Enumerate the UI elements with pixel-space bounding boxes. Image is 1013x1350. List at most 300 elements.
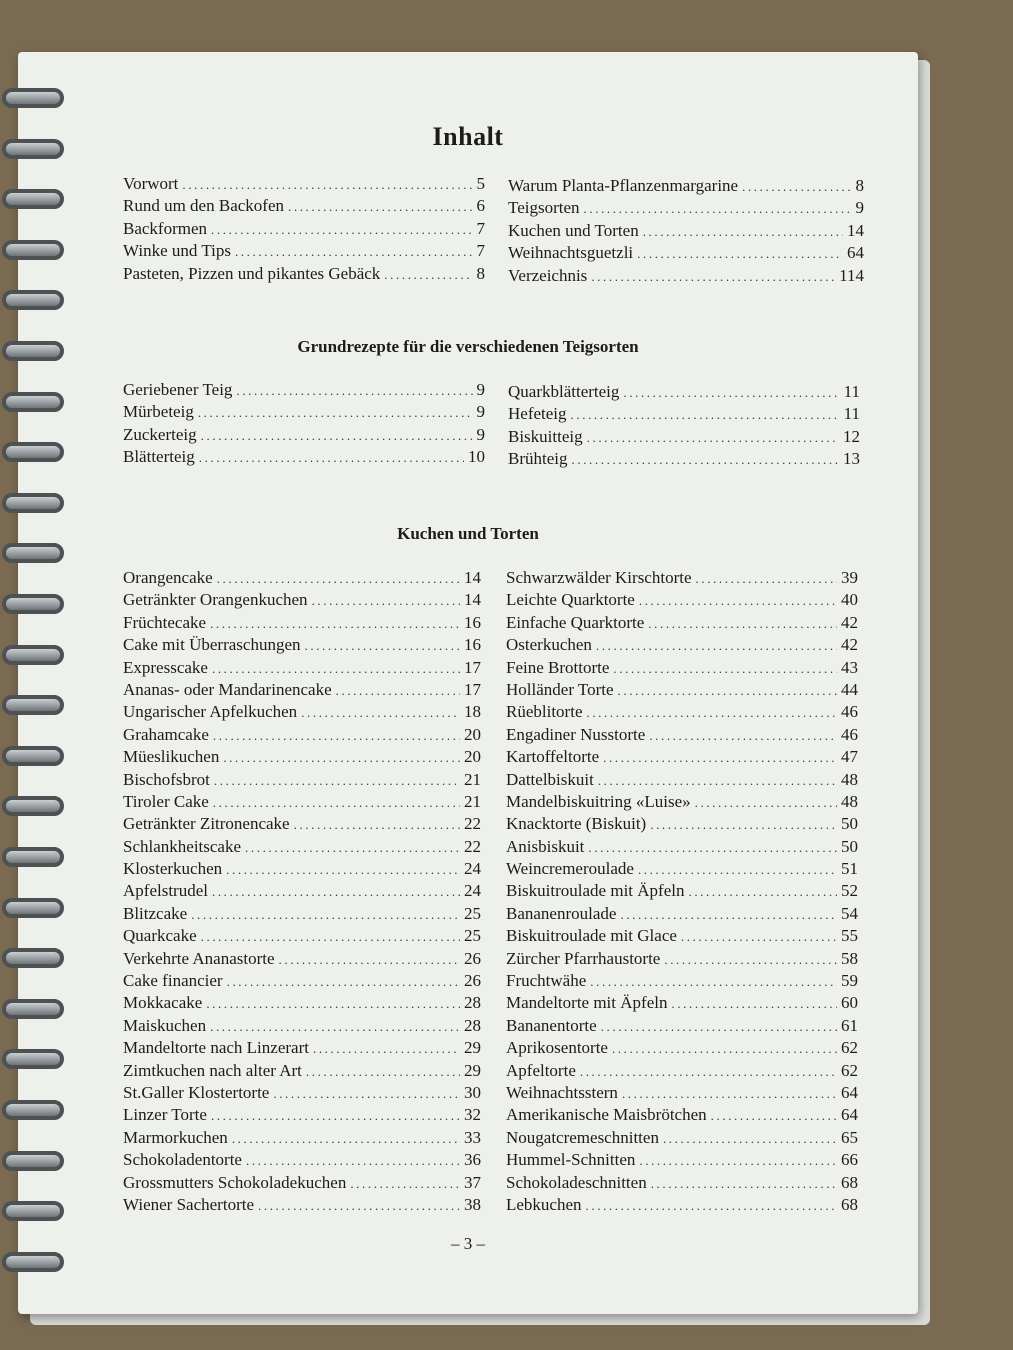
spiral-coil xyxy=(2,1151,64,1171)
toc-entry xyxy=(123,1061,481,1083)
toc-entry xyxy=(123,1083,481,1105)
dot-leader xyxy=(217,571,460,587)
toc-entry-page: 48 xyxy=(841,791,858,811)
toc-entry-page: 29 xyxy=(464,1060,481,1080)
kuchen-heading: Kuchen und Torten xyxy=(397,524,539,543)
toc-entry-label: Biskuitroulade mit Äpfeln xyxy=(506,881,685,901)
toc-entry-label: Apfeltorte xyxy=(506,1060,576,1080)
dot-leader xyxy=(572,452,840,468)
toc-entry-page: 6 xyxy=(476,196,485,216)
toc-entry xyxy=(123,770,481,792)
dot-leader xyxy=(201,929,460,945)
spiral-coil xyxy=(2,796,64,816)
spiral-coil xyxy=(2,695,64,715)
toc-entry-page: 17 xyxy=(464,657,481,677)
toc-entry xyxy=(123,1128,481,1150)
toc-entry-page: 44 xyxy=(841,679,858,699)
toc-entry-label: Schlankheitscake xyxy=(123,836,242,856)
toc-entry-label: St.Galler Klostertorte xyxy=(123,1082,270,1102)
toc-entry-label: Nougatcremeschnitten xyxy=(506,1127,659,1147)
spiral-coil xyxy=(2,1049,64,1069)
toc-entry-page: 37 xyxy=(464,1172,481,1192)
toc-entry-label: Grahamcake xyxy=(123,724,209,744)
dot-leader xyxy=(588,840,837,856)
dot-leader xyxy=(637,246,843,262)
toc-entry-page: 40 xyxy=(841,590,858,610)
page-title: Inhalt xyxy=(432,122,504,151)
toc-entry xyxy=(123,658,481,680)
toc-entry-label: Cake mit Überraschungen xyxy=(123,635,301,655)
dot-leader xyxy=(336,683,460,699)
toc-entry xyxy=(506,770,858,792)
dot-leader xyxy=(696,571,837,587)
toc-entry xyxy=(506,949,858,971)
dot-leader xyxy=(306,1064,460,1080)
dot-leader xyxy=(623,385,839,401)
toc-entry-page: 54 xyxy=(841,903,858,923)
toc-entry xyxy=(506,680,858,702)
dot-leader xyxy=(236,383,472,399)
dot-leader xyxy=(191,907,460,923)
toc-entry-page: 42 xyxy=(841,612,858,632)
toc-entry-page: 36 xyxy=(464,1150,481,1170)
toc-entry xyxy=(506,1150,858,1172)
toc-entry-label: Einfache Quarktorte xyxy=(506,612,645,632)
toc-entry xyxy=(506,904,858,926)
toc-entry xyxy=(123,380,485,402)
toc-entry-label: Schwarzwälder Kirschtorte xyxy=(506,568,692,587)
toc-entry-page: 8 xyxy=(855,176,864,195)
toc-entry-page: 22 xyxy=(464,836,481,856)
toc-entry-label: Weihnachtsstern xyxy=(506,1082,618,1102)
toc-entry xyxy=(123,425,485,447)
spiral-binding xyxy=(0,80,72,1300)
toc-entry-label: Osterkuchen xyxy=(506,635,592,655)
toc-entry-label: Orangencake xyxy=(123,568,213,587)
toc-entry-page: 18 xyxy=(464,702,481,722)
toc-entry-label: Müeslikuchen xyxy=(123,747,220,767)
dot-leader xyxy=(649,728,837,744)
toc-entry-label: Bananenroulade xyxy=(506,903,617,923)
toc-entry xyxy=(123,1105,481,1127)
spiral-coil xyxy=(2,645,64,665)
toc-entry xyxy=(506,590,858,612)
toc-entry-label: Blätterteig xyxy=(123,447,195,467)
dot-leader xyxy=(201,428,473,444)
toc-entry-page: 46 xyxy=(841,702,858,722)
toc-entry xyxy=(123,702,481,724)
toc-entry-page: 11 xyxy=(843,382,860,401)
toc-entry-label: Engadiner Nusstorte xyxy=(506,724,646,744)
toc-entry-label: Getränkter Orangenkuchen xyxy=(123,590,308,610)
dot-leader xyxy=(214,773,460,789)
toc-entry-page: 10 xyxy=(468,447,485,467)
toc-entry xyxy=(123,1173,481,1195)
dot-leader xyxy=(273,1086,460,1102)
toc-entry xyxy=(508,266,864,288)
dot-leader xyxy=(213,795,460,811)
toc-entry xyxy=(506,613,858,635)
dot-leader xyxy=(232,1131,460,1147)
toc-entry-page: 33 xyxy=(464,1127,481,1147)
toc-entry-page: 11 xyxy=(843,404,860,424)
toc-entry xyxy=(506,1083,858,1105)
toc-entry xyxy=(506,1038,858,1060)
toc-entry-label: Rüeblitorte xyxy=(506,702,583,722)
dot-leader xyxy=(598,773,837,789)
toc-entry-label: Bananentorte xyxy=(506,1015,597,1035)
spiral-coil xyxy=(2,594,64,614)
toc-entry-page: 61 xyxy=(841,1015,858,1035)
toc-entry-page: 64 xyxy=(841,1105,858,1125)
toc-entry-label: Lebkuchen xyxy=(506,1194,582,1214)
toc-entry-page: 21 xyxy=(464,769,481,789)
toc-entry xyxy=(123,971,481,993)
toc-entry xyxy=(506,1195,858,1217)
toc-entry-page: 9 xyxy=(476,424,485,444)
toc-entry-page: 9 xyxy=(476,402,485,422)
toc-entry-label: Bischofsbrot xyxy=(123,769,210,789)
toc-entry-page: 5 xyxy=(476,174,485,193)
toc-entry-label: Expresscake xyxy=(123,657,208,677)
toc-entry xyxy=(506,1173,858,1195)
toc-entry xyxy=(506,814,858,836)
toc-entry xyxy=(123,837,481,859)
toc-entry-label: Schokoladeschnitten xyxy=(506,1172,647,1192)
toc-entry-page: 25 xyxy=(464,903,481,923)
dot-leader xyxy=(638,862,837,878)
toc-entry-label: Ananas- oder Mandarinencake xyxy=(123,679,332,699)
dot-leader xyxy=(182,177,472,193)
toc-entry-label: Wiener Sachertorte xyxy=(123,1194,254,1214)
spiral-coil xyxy=(2,847,64,867)
spiral-coil xyxy=(2,1201,64,1221)
toc-entry xyxy=(506,993,858,1015)
dot-leader xyxy=(235,244,473,260)
spiral-coil xyxy=(2,493,64,513)
toc-entry xyxy=(506,702,858,724)
toc-entry-page: 55 xyxy=(841,926,858,946)
spiral-coil xyxy=(2,341,64,361)
page-number: – 3 – xyxy=(451,1234,485,1253)
dot-leader xyxy=(586,705,837,721)
toc-entry-page: 39 xyxy=(841,568,858,587)
toc-entry-page: 7 xyxy=(476,241,485,261)
toc-entry xyxy=(123,725,481,747)
dot-leader xyxy=(601,1019,837,1035)
dot-leader xyxy=(671,996,837,1012)
dot-leader xyxy=(199,450,464,466)
book-page xyxy=(18,52,918,1314)
dot-leader xyxy=(210,1019,460,1035)
toc-entry-label: Klosterkuchen xyxy=(123,859,223,879)
toc-entry-page: 26 xyxy=(464,971,481,991)
toc-entry-label: Fruchtwähe xyxy=(506,971,587,991)
toc-entry-page: 8 xyxy=(476,263,485,283)
toc-entry xyxy=(508,404,860,426)
toc-entry-page: 32 xyxy=(464,1105,481,1125)
toc-entry xyxy=(506,881,858,903)
toc-entry xyxy=(506,658,858,680)
dot-leader xyxy=(223,750,460,766)
toc-entry-label: Rund um den Backofen xyxy=(123,196,284,216)
toc-entry-label: Verkehrte Ananastorte xyxy=(123,948,275,968)
toc-entry xyxy=(506,792,858,814)
dot-leader xyxy=(650,817,837,833)
toc-entry xyxy=(123,568,481,590)
toc-entry xyxy=(123,613,481,635)
toc-entry-page: 7 xyxy=(476,218,485,238)
toc-entry-page: 20 xyxy=(464,747,481,767)
toc-entry xyxy=(123,590,481,612)
dot-leader xyxy=(688,884,837,900)
dot-leader xyxy=(651,1176,837,1192)
spiral-coil xyxy=(2,392,64,412)
toc-entry xyxy=(506,837,858,859)
toc-entry-label: Hummel-Schnitten xyxy=(506,1150,636,1170)
toc-entry-label: Cake financier xyxy=(123,971,223,991)
dot-leader xyxy=(312,593,460,609)
toc-entry xyxy=(506,635,858,657)
dot-leader xyxy=(313,1041,460,1057)
toc-entry-page: 24 xyxy=(464,859,481,879)
toc-entry xyxy=(508,221,864,243)
spiral-coil xyxy=(2,543,64,563)
toc-entry xyxy=(123,402,485,424)
toc-entry-label: Biskuitteig xyxy=(508,426,583,446)
toc-entry xyxy=(123,881,481,903)
toc-entry-page: 59 xyxy=(841,971,858,991)
toc-entry-page: 114 xyxy=(839,265,864,285)
dot-leader xyxy=(711,1108,837,1124)
toc-entry-page: 52 xyxy=(841,881,858,901)
kuchen-left-column xyxy=(123,568,481,1217)
toc-entry-page: 68 xyxy=(841,1194,858,1214)
toc-entry-label: Quarkblätterteig xyxy=(508,382,620,401)
toc-entry-page: 22 xyxy=(464,814,481,834)
toc-entry-page: 21 xyxy=(464,791,481,811)
toc-entry-label: Pasteten, Pizzen und pikantes Gebäck xyxy=(123,263,381,283)
toc-entry-page: 60 xyxy=(841,993,858,1013)
toc-entry-page: 9 xyxy=(855,198,864,218)
dot-leader xyxy=(212,884,460,900)
dot-leader xyxy=(305,638,461,654)
toc-entry xyxy=(123,196,485,218)
dot-leader xyxy=(681,929,837,945)
dot-leader xyxy=(213,728,460,744)
dot-leader xyxy=(288,199,473,215)
toc-entry xyxy=(123,1038,481,1060)
spiral-coil xyxy=(2,948,64,968)
toc-entry-label: Zürcher Pfarrhaustorte xyxy=(506,948,661,968)
dot-leader xyxy=(639,1153,837,1169)
toc-entry-label: Amerikanische Maisbrötchen xyxy=(506,1105,707,1125)
toc-entry-label: Backformen xyxy=(123,218,208,238)
toc-entry-label: Kartoffeltorte xyxy=(506,747,600,767)
toc-entry-label: Teigsorten xyxy=(508,198,580,218)
toc-top-right-column xyxy=(508,176,864,288)
dot-leader xyxy=(580,1064,837,1080)
toc-entry xyxy=(123,792,481,814)
spiral-coil xyxy=(2,189,64,209)
toc-entry-label: Zimtkuchen nach alter Art xyxy=(123,1060,302,1080)
dot-leader xyxy=(603,750,837,766)
toc-entry xyxy=(506,747,858,769)
toc-entry-label: Getränkter Zitronencake xyxy=(123,814,290,834)
toc-entry-page: 26 xyxy=(464,948,481,968)
dot-leader xyxy=(246,1153,460,1169)
dot-leader xyxy=(586,1198,837,1214)
dot-leader xyxy=(618,683,837,699)
dot-leader xyxy=(571,407,840,423)
toc-entry-page: 16 xyxy=(464,612,481,632)
toc-entry-page: 62 xyxy=(841,1060,858,1080)
dot-leader xyxy=(591,269,835,285)
dot-leader xyxy=(301,705,460,721)
toc-entry-page: 66 xyxy=(841,1150,858,1170)
toc-entry xyxy=(508,198,864,220)
toc-entry-page: 17 xyxy=(464,679,481,699)
dot-leader xyxy=(294,817,460,833)
dot-leader xyxy=(587,430,839,446)
toc-entry-page: 50 xyxy=(841,814,858,834)
toc-entry-label: Ungarischer Apfelkuchen xyxy=(123,702,298,722)
dot-leader xyxy=(206,996,460,1012)
toc-entry-label: Verzeichnis xyxy=(508,265,588,285)
toc-entry-page: 43 xyxy=(841,657,858,677)
toc-entry xyxy=(123,949,481,971)
toc-entry xyxy=(123,1150,481,1172)
toc-top-left-column xyxy=(123,174,485,286)
toc-entry-label: Grossmutters Schokoladekuchen xyxy=(123,1172,347,1192)
toc-entry-page: 48 xyxy=(841,769,858,789)
toc-entry xyxy=(123,747,481,769)
dot-leader xyxy=(211,1108,460,1124)
spiral-coil xyxy=(2,1100,64,1120)
dot-leader xyxy=(695,795,837,811)
dot-leader xyxy=(198,405,473,421)
toc-entry-page: 14 xyxy=(847,220,864,240)
toc-entry-label: Schokoladentorte xyxy=(123,1150,242,1170)
dot-leader xyxy=(663,1131,837,1147)
toc-entry-page: 64 xyxy=(847,243,864,263)
dot-leader xyxy=(211,222,472,238)
toc-entry xyxy=(123,926,481,948)
toc-entry xyxy=(123,1195,481,1217)
toc-entry-page: 25 xyxy=(464,926,481,946)
spiral-coil xyxy=(2,898,64,918)
toc-entry-label: Blitzcake xyxy=(123,903,188,923)
toc-entry-page: 46 xyxy=(841,724,858,744)
toc-entry-label: Leichte Quarktorte xyxy=(506,590,635,610)
toc-entry-page: 68 xyxy=(841,1172,858,1192)
spiral-coil xyxy=(2,290,64,310)
spiral-coil xyxy=(2,139,64,159)
kuchen-right-column xyxy=(506,568,858,1217)
toc-entry-label: Hefeteig xyxy=(508,404,567,424)
toc-entry-page: 38 xyxy=(464,1194,481,1214)
dot-leader xyxy=(350,1176,460,1192)
grundrezepte-right-column xyxy=(508,382,860,472)
toc-entry-label: Kuchen und Torten xyxy=(508,220,639,240)
toc-entry-label: Linzer Torte xyxy=(123,1105,207,1125)
toc-entry xyxy=(506,1128,858,1150)
toc-entry-page: 12 xyxy=(843,426,860,446)
toc-entry-label: Vorwort xyxy=(123,174,179,193)
toc-entry xyxy=(123,174,485,196)
spiral-coil xyxy=(2,88,64,108)
spiral-coil xyxy=(2,240,64,260)
toc-entry xyxy=(123,635,481,657)
dot-leader xyxy=(258,1198,460,1214)
toc-entry-page: 29 xyxy=(464,1038,481,1058)
toc-entry xyxy=(123,447,485,469)
toc-entry xyxy=(508,176,864,198)
toc-entry-page: 62 xyxy=(841,1038,858,1058)
toc-entry xyxy=(508,427,860,449)
dot-leader xyxy=(227,974,460,990)
dot-leader xyxy=(643,224,843,240)
toc-entry xyxy=(506,1061,858,1083)
toc-entry xyxy=(123,219,485,241)
dot-leader xyxy=(245,840,460,856)
toc-entry-page: 28 xyxy=(464,1015,481,1035)
toc-entry-page: 50 xyxy=(841,836,858,856)
toc-entry xyxy=(123,859,481,881)
toc-entry-page: 28 xyxy=(464,993,481,1013)
toc-entry-label: Anisbiskuit xyxy=(506,836,585,856)
toc-entry-page: 64 xyxy=(841,1082,858,1102)
toc-entry-page: 65 xyxy=(841,1127,858,1147)
toc-entry-label: Apfelstrudel xyxy=(123,881,208,901)
toc-entry-label: Geriebener Teig xyxy=(123,380,233,399)
toc-entry-page: 13 xyxy=(843,449,860,469)
toc-entry-label: Feine Brottorte xyxy=(506,657,610,677)
dot-leader xyxy=(620,907,837,923)
toc-entry-label: Biskuitroulade mit Glace xyxy=(506,926,677,946)
toc-entry xyxy=(508,449,860,471)
dot-leader xyxy=(596,638,837,654)
grundrezepte-left-column xyxy=(123,380,485,470)
toc-entry xyxy=(123,241,485,263)
toc-entry xyxy=(123,904,481,926)
toc-entry-label: Zuckerteig xyxy=(123,424,197,444)
toc-entry-label: Knacktorte (Biskuit) xyxy=(506,814,647,834)
spiral-coil xyxy=(2,442,64,462)
toc-entry-label: Weincremeroulade xyxy=(506,859,634,879)
toc-entry xyxy=(123,680,481,702)
toc-entry-label: Mandelbiskuitring «Luise» xyxy=(506,791,691,811)
toc-entry xyxy=(508,243,864,265)
toc-entry-page: 9 xyxy=(476,380,485,399)
dot-leader xyxy=(622,1086,837,1102)
toc-entry-label: Dattelbiskuit xyxy=(506,769,594,789)
toc-entry-page: 47 xyxy=(841,747,858,767)
dot-leader xyxy=(612,1041,837,1057)
dot-leader xyxy=(226,862,460,878)
toc-entry-page: 16 xyxy=(464,635,481,655)
toc-entry-label: Früchtecake xyxy=(123,612,207,632)
toc-entry-label: Quarkcake xyxy=(123,926,197,946)
dot-leader xyxy=(384,267,472,283)
toc-entry-page: 51 xyxy=(841,859,858,879)
toc-entry-label: Weihnachtsguetzli xyxy=(508,243,634,263)
grundrezepte-heading: Grundrezepte für die verschiedenen Teigsorten xyxy=(297,337,639,356)
dot-leader xyxy=(584,201,852,217)
toc-entry-label: Mürbeteig xyxy=(123,402,194,422)
toc-entry-label: Holländer Torte xyxy=(506,679,614,699)
toc-entry-page: 20 xyxy=(464,724,481,744)
